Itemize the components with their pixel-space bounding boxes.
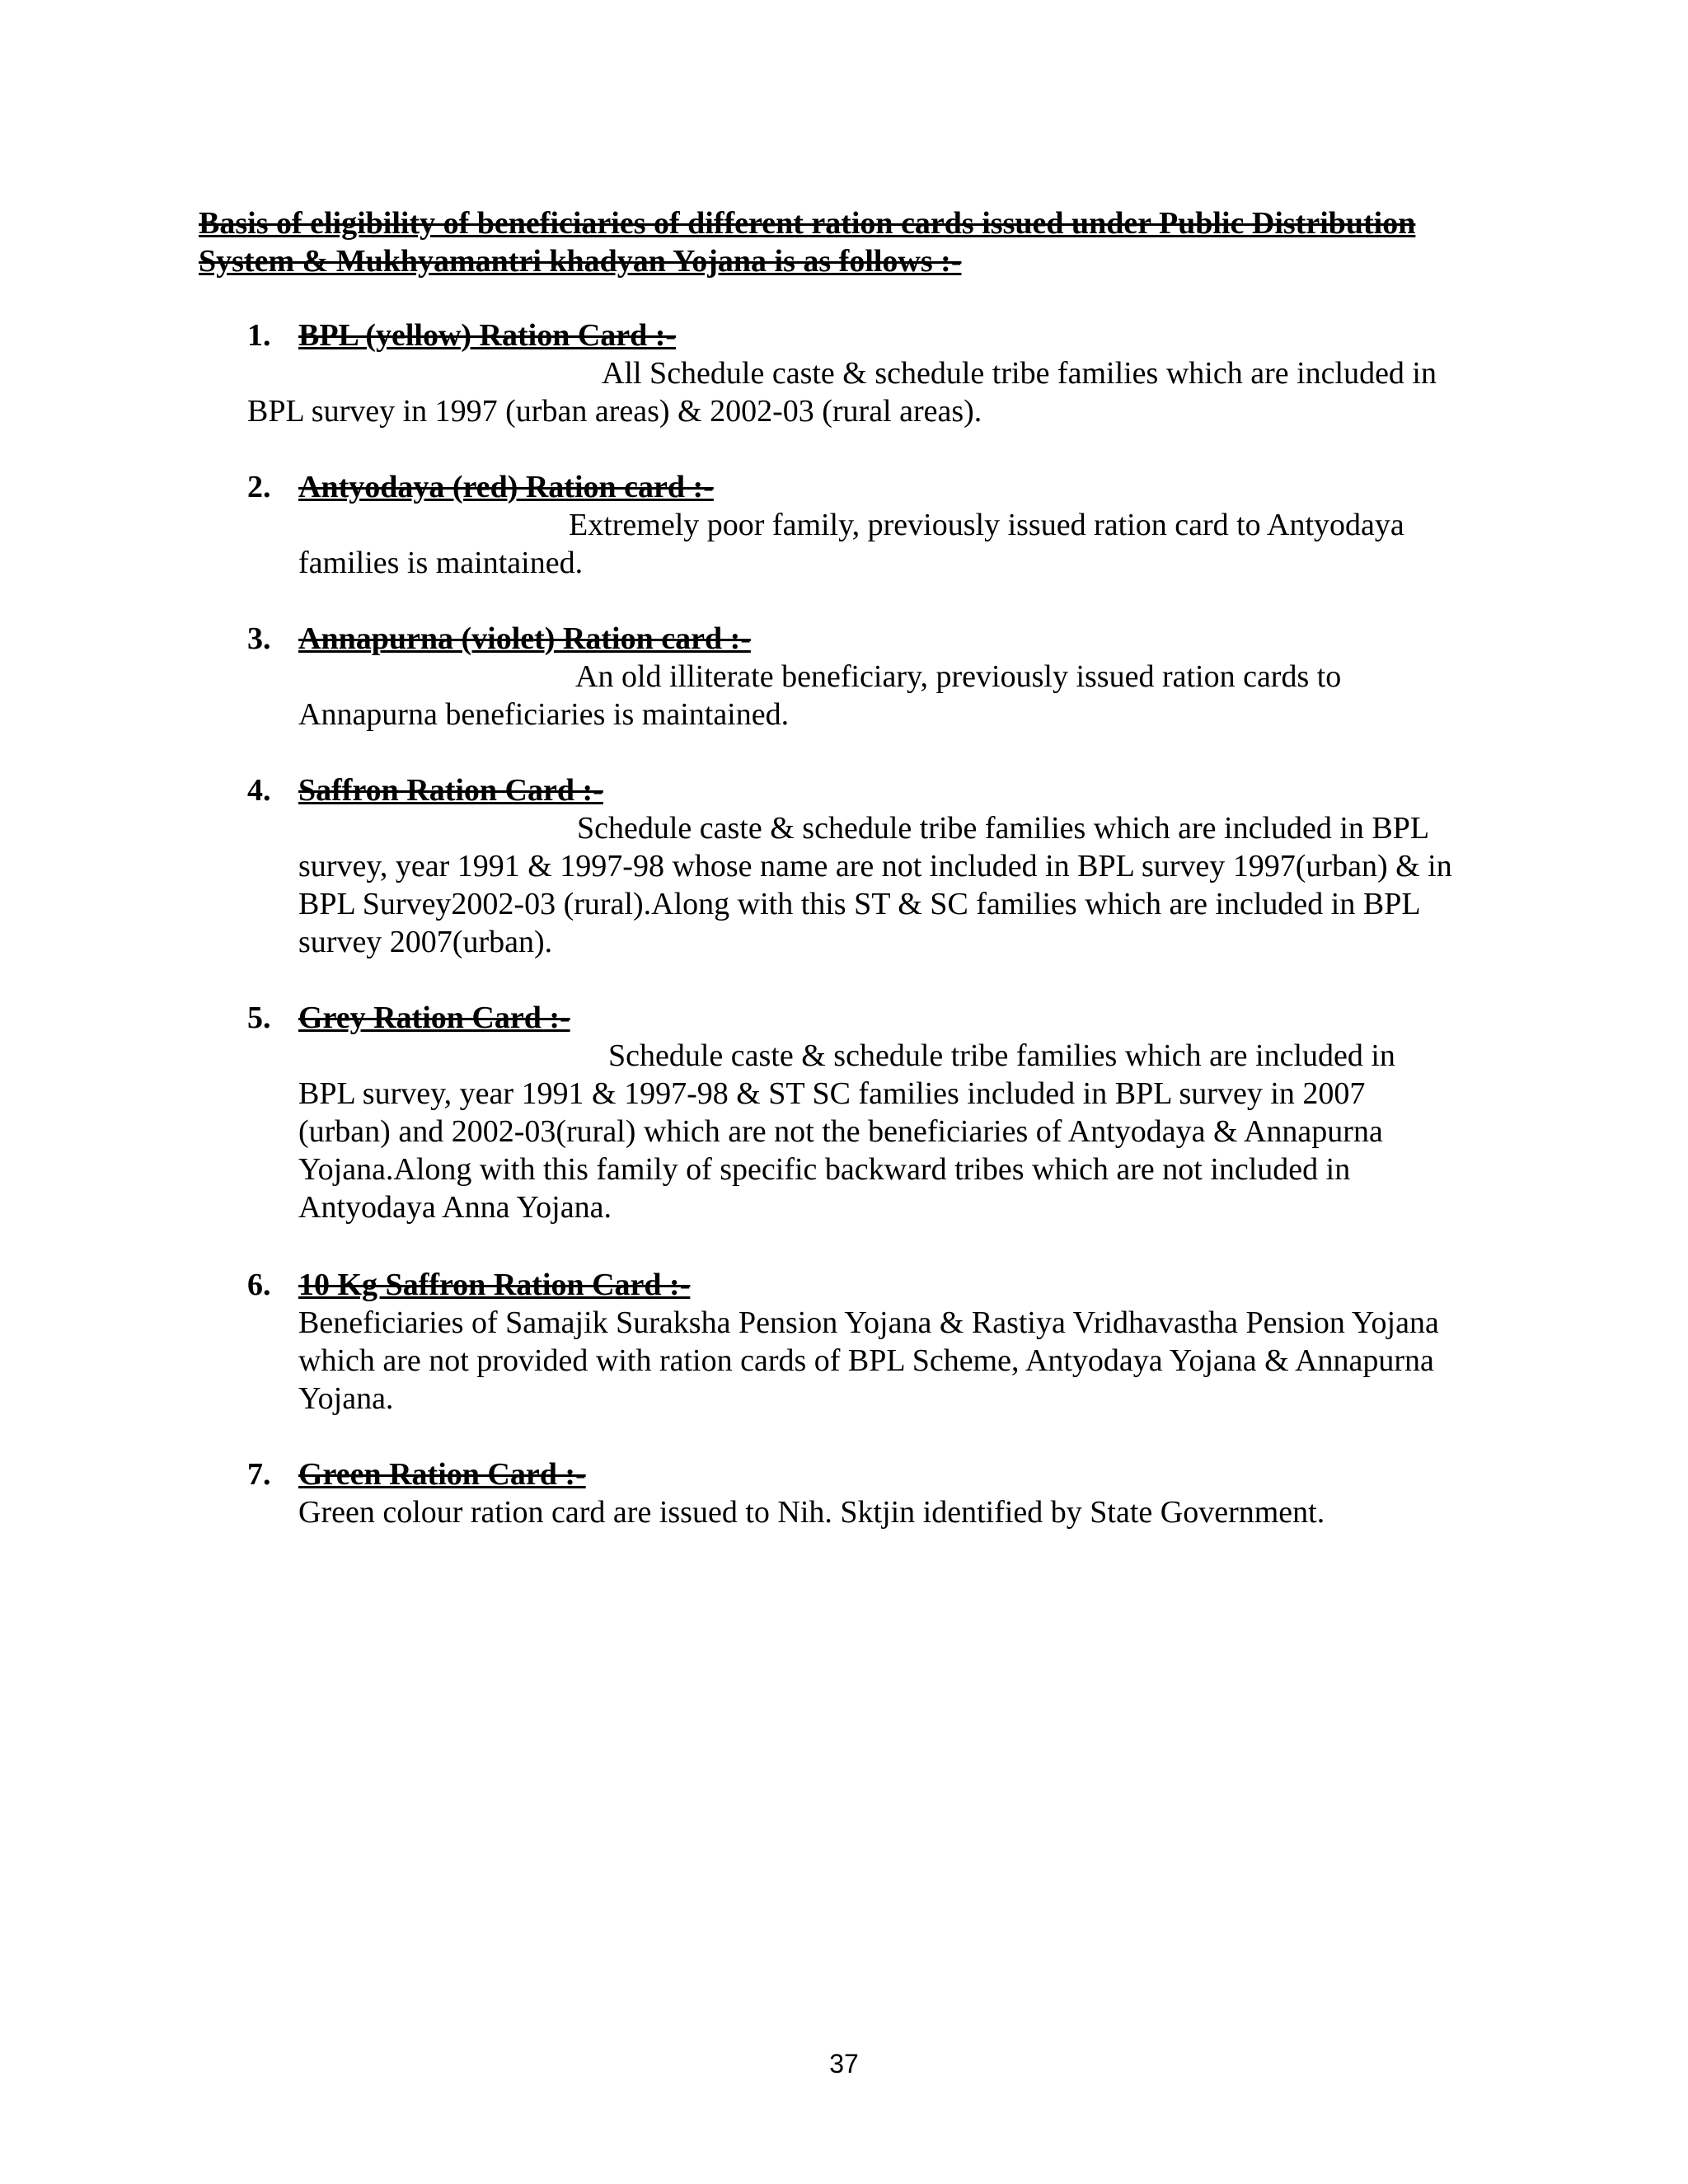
item-description: [298, 1493, 1502, 1531]
item-description: [247, 354, 1484, 430]
item-description: [298, 1037, 1452, 1226]
item-number: 3.: [247, 621, 271, 656]
item-description-text: Extremely poor family, previously issued ration card to Antyodaya families is maintained.: [298, 508, 1404, 580]
item-heading: Saffron Ration Card :-: [298, 773, 603, 808]
item-heading: Green Ration Card :-: [298, 1457, 586, 1492]
item-description: [298, 658, 1452, 733]
item-number: 1.: [247, 318, 271, 353]
item-heading: 10 Kg Saffron Ration Card :-: [298, 1268, 691, 1302]
item-description-text: Schedule caste & schedule tribe families which are included in BPL survey, year 1991 & 1997-98 & ST SC families included in BPL survey in 2007 (urban) and 2002-03(rural) which are not the beneficiaries of Antyodaya & Annapurna Yojana.Along with this family of specific backward tribes which are not included in Antyodaya Anna Yojana.: [298, 1038, 1395, 1225]
item-heading: BPL (yellow) Ration Card :-: [298, 318, 677, 353]
item-number: 4.: [247, 773, 271, 808]
item-description-text: All Schedule caste & schedule tribe families which are included in BPL survey in 1997 (urban areas) & 2002-03 (rural areas).: [247, 356, 1437, 429]
item-number: 7.: [247, 1457, 271, 1492]
item-description-text: Green colour ration card are issued to Nih. Sktjin identified by State Government.: [298, 1495, 1325, 1530]
item-description-text: Beneficiaries of Samajik Suraksha Pension Yojana & Rastiya Vridhavastha Pension Yojana which are not provided with ration cards of BPL Scheme, Antyodaya Yojana & Annapurna Yojana.: [298, 1305, 1439, 1416]
item-description-text: Schedule caste & schedule tribe families which are included in BPL survey, year 1991 & 1997-98 whose name are not included in BPL survey 1997(urban) & in BPL Survey2002-03 (rural).Along with this ST & SC families which are included in BPL survey 2007(urban).: [298, 811, 1452, 959]
page-number: 37: [829, 2049, 859, 2079]
item-description: [298, 1304, 1452, 1418]
item-number: 6.: [247, 1268, 271, 1302]
item-number: 5.: [247, 1001, 271, 1035]
item-number: 2.: [247, 470, 271, 504]
item-heading: Antyodaya (red) Ration card :-: [298, 470, 714, 504]
item-description-text: An old illiterate beneficiary, previously issued ration cards to Annapurna beneficiaries is maintained.: [298, 659, 1342, 732]
item-heading: Grey Ration Card :-: [298, 1001, 570, 1035]
item-description: [298, 809, 1485, 961]
item-description: [298, 506, 1469, 582]
item-heading: Annapurna (violet) Ration card :-: [298, 621, 751, 656]
document-title: Basis of eligibility of beneficiaries of different ration cards issued under Public Distribution System & Mukhyamantri khadyan Yojana is as follows :-: [199, 206, 1416, 279]
